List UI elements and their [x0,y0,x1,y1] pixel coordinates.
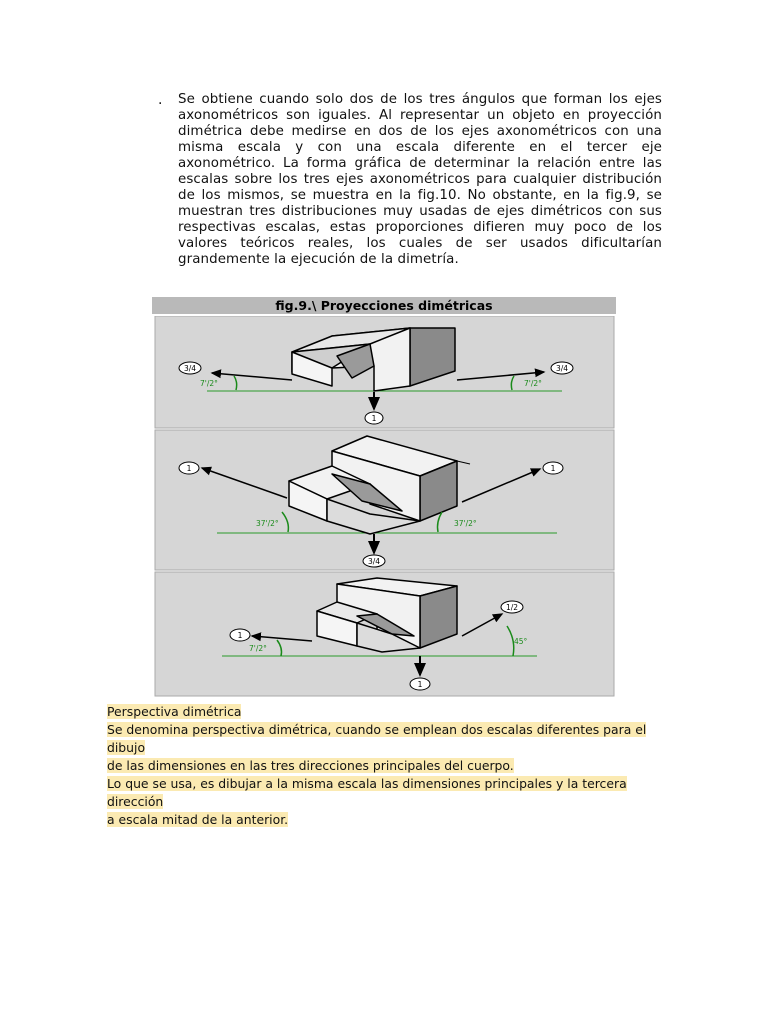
dimetric-projections-figure [152,316,616,698]
panel-2 [155,430,614,570]
highlight-title: Perspectiva dimétrica [107,704,242,719]
scale-label-left-1: 3/4 [183,364,197,373]
highlighted-definition [107,703,667,829]
figure-title: fig.9.\ Proyecciones dimétricas [152,297,616,314]
intro-paragraph-block [158,92,662,268]
intro-paragraph: Se obtiene cuando solo dos de los tres ángulos que forman los ejes axonométricos son iguales. Al representar un objeto en proyección dimétrica debe medirse en dos de los ejes axonométricos con una misma escala y con una escala diferente en el tercer eje axonométrico. La forma gráfica de determinar la relación entre las escalas sobre los tres ejes axonométricos para cualquier distribución de los mismos, se muestra en la fig.10. No obstante, en la fig.9, se muestran tres distribuciones muy usadas de ejes dimétricos con sus respectivas escalas, estas proporciones difieren muy poco de los valores teóricos reales, los cuales de ser usados dificultarían grandemente la ejecución de la dimetría. [178,92,662,267]
scale-label-left-2: 1 [186,464,192,473]
highlight-line-3: Lo que se usa, es dibujar a la misma escala las dimensiones principales y la tercera dirección [107,776,627,809]
highlight-line-1: Se denomina perspectiva dimétrica, cuando se emplean dos escalas diferentes para el dibujo [107,722,647,755]
scale-label-left-3: 1 [237,631,243,640]
scale-label-right-1: 3/4 [555,364,569,373]
angle-label-right-2: 37'/2° [454,519,477,528]
panel-3 [155,572,614,696]
highlight-line-4: a escala mitad de la anterior. [107,812,289,827]
highlight-line-2: de las dimensiones en las tres direcciones principales del cuerpo. [107,758,514,773]
scale-label-right-2: 1 [550,464,556,473]
panel-1 [155,316,614,428]
scale-label-bottom-1: 1 [371,414,377,423]
scale-label-right-3: 1/2 [505,603,519,612]
scale-label-bottom-3: 1 [417,680,423,689]
bullet-marker: . [158,92,163,108]
scale-label-bottom-2: 3/4 [367,557,381,566]
angle-label-right-3: 45° [514,637,528,646]
angle-label-left-3: 7'/2° [249,644,267,653]
angle-label-left-1: 7'/2° [200,379,218,388]
angle-label-right-1: 7'/2° [524,379,542,388]
object-3 [317,578,457,652]
angle-label-left-2: 37'/2° [256,519,279,528]
